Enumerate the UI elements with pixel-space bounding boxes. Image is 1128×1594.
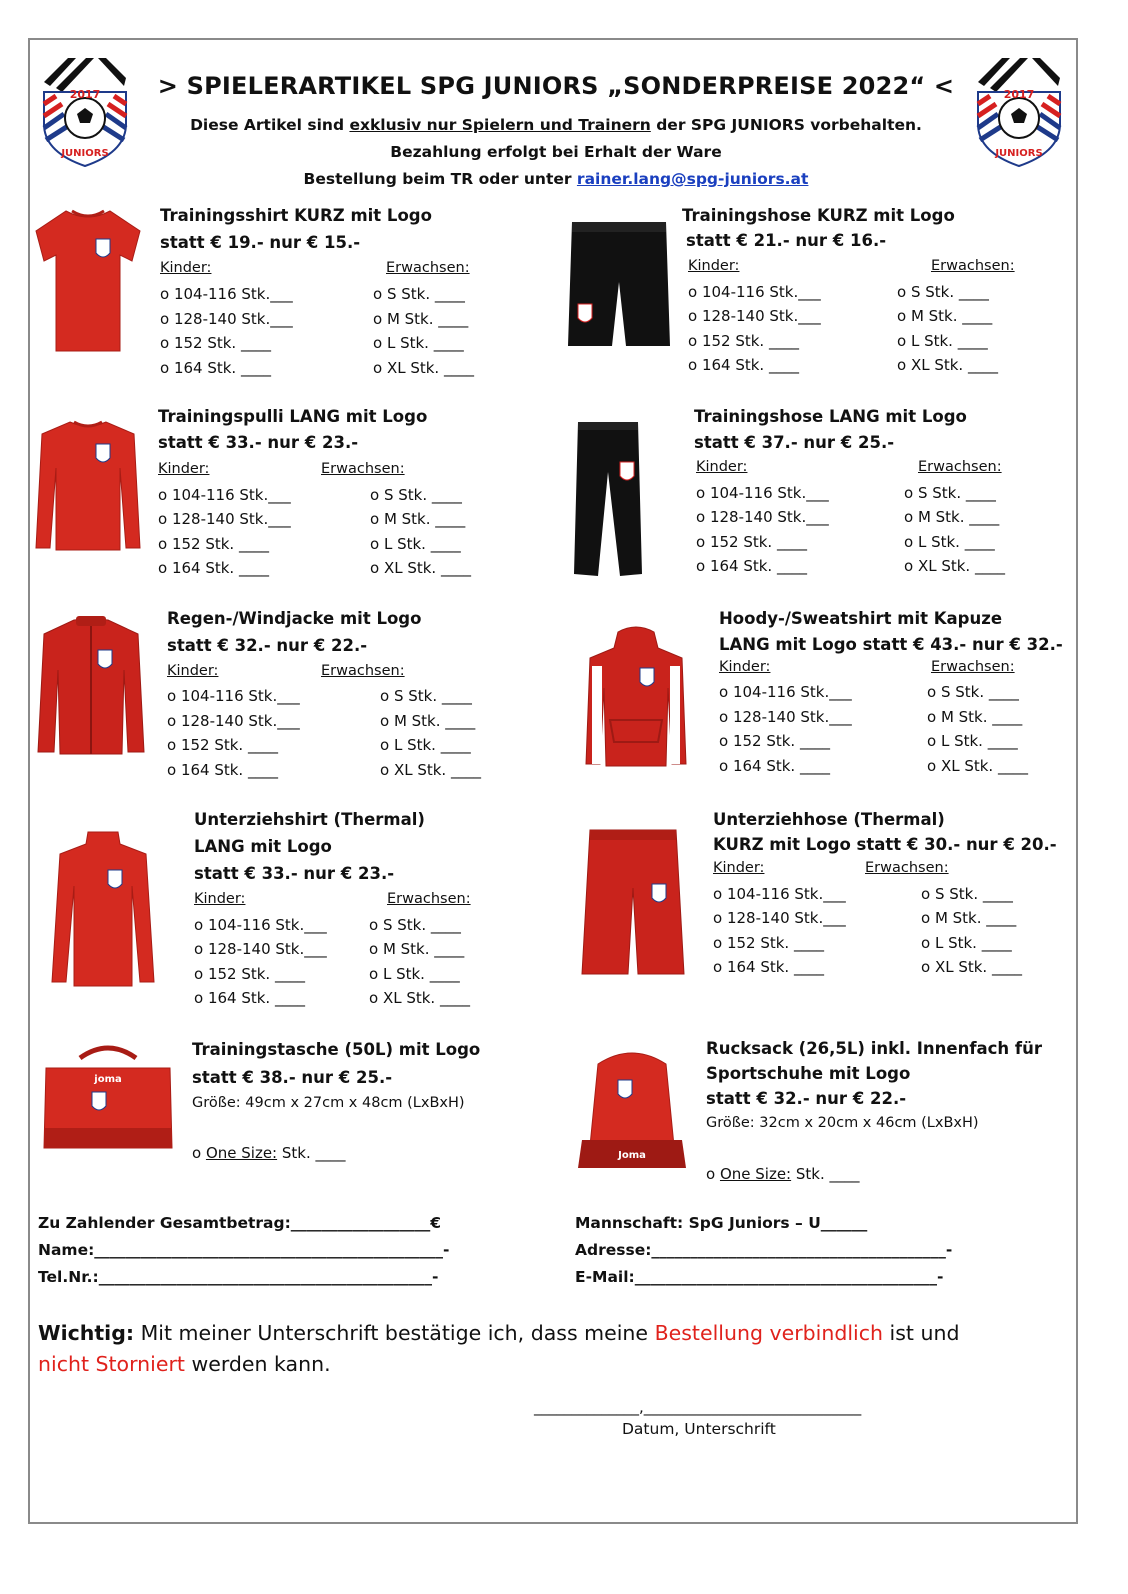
size-option[interactable]: o 164 Stk. ____ <box>158 559 269 577</box>
size-option[interactable]: o 152 Stk. ____ <box>688 332 799 350</box>
adults-header: Erwachsen: <box>865 860 949 876</box>
product-size: Größe: 32cm x 20cm x 46cm (LxBxH) <box>706 1115 979 1131</box>
kids-header: Kinder: <box>194 891 246 907</box>
size-option[interactable]: o 152 Stk. ____ <box>713 934 824 952</box>
size-option[interactable]: o 164 Stk. ____ <box>194 989 305 1007</box>
svg-text:joma: joma <box>94 1074 122 1085</box>
kids-header: Kinder: <box>688 258 740 274</box>
rain-jacket-icon <box>36 616 146 758</box>
adults-header: Erwachsen: <box>387 891 471 907</box>
size-option[interactable]: o 104-116 Stk.___ <box>688 283 821 301</box>
product-name: Trainingshose KURZ mit Logo <box>682 206 955 225</box>
thermal-shirt-icon <box>48 830 158 990</box>
product-price: statt € 19.- nur € 15.- <box>160 233 361 252</box>
club-logo-right-icon <box>970 52 1068 170</box>
size-option[interactable]: o M Stk. ____ <box>380 712 476 730</box>
size-option[interactable]: o M Stk. ____ <box>927 708 1023 726</box>
adults-header: Erwachsen: <box>931 659 1015 675</box>
size-option[interactable]: o S Stk. ____ <box>921 885 1013 903</box>
adults-header: Erwachsen: <box>386 260 470 276</box>
size-option[interactable]: o XL Stk. ____ <box>373 359 474 377</box>
size-option[interactable]: o L Stk. ____ <box>380 736 471 754</box>
training-sweater-icon <box>34 418 142 554</box>
payment-note: Bezahlung erfolgt bei Erhalt der Ware <box>390 143 722 161</box>
total-amount-field[interactable]: Zu Zahlender Gesamtbetrag:__________________€ <box>38 1214 442 1232</box>
size-option-one-size[interactable]: o One Size: Stk. ____ <box>706 1165 860 1183</box>
size-option[interactable]: o XL Stk. ____ <box>927 757 1028 775</box>
size-option[interactable]: o 128-140 Stk.___ <box>713 909 846 927</box>
kids-header: Kinder: <box>160 260 212 276</box>
size-option[interactable]: o 164 Stk. ____ <box>696 557 807 575</box>
size-option[interactable]: o M Stk. ____ <box>921 909 1017 927</box>
size-option-one-size[interactable]: o One Size: Stk. ____ <box>192 1144 346 1162</box>
svg-text:Joma: Joma <box>618 1150 646 1161</box>
size-option[interactable]: o M Stk. ____ <box>904 508 1000 526</box>
size-option[interactable]: o 152 Stk. ____ <box>167 736 278 754</box>
kids-header: Kinder: <box>696 459 748 475</box>
email-link[interactable]: rainer.lang@spg-juniors.at <box>576 170 809 188</box>
size-option[interactable]: o L Stk. ____ <box>373 334 464 352</box>
product-name: Unterziehhose (Thermal) <box>713 810 945 829</box>
size-option[interactable]: o 128-140 Stk.___ <box>696 508 829 526</box>
size-option[interactable]: o 104-116 Stk.___ <box>167 687 300 705</box>
size-option[interactable]: o S Stk. ____ <box>370 486 462 504</box>
order-note: Bestellung beim TR oder unter rainer.lang@spg-juniors.at <box>303 170 809 188</box>
product-name: Trainingspulli LANG mit Logo <box>158 407 428 426</box>
training-shirt-short-icon <box>32 205 144 355</box>
size-option[interactable]: o 152 Stk. ____ <box>194 965 305 983</box>
kids-header: Kinder: <box>713 860 765 876</box>
club-logo-left-icon <box>36 52 134 170</box>
size-option[interactable]: o 128-140 Stk.___ <box>719 708 852 726</box>
size-option[interactable]: o L Stk. ____ <box>904 533 995 551</box>
page-title: > SPIELERARTIKEL SPG JUNIORS „SONDERPREISE 2022“ < <box>157 72 955 100</box>
product-name: Trainingstasche (50L) mit Logo <box>192 1040 481 1059</box>
size-option[interactable]: o 164 Stk. ____ <box>719 757 830 775</box>
size-option[interactable]: o 104-116 Stk.___ <box>194 916 327 934</box>
product-name: Trainingsshirt KURZ mit Logo <box>160 206 432 225</box>
phone-field[interactable]: Tel.Nr.:___________________________________________- <box>38 1268 439 1286</box>
size-option[interactable]: o XL Stk. ____ <box>897 356 998 374</box>
size-option[interactable]: o 128-140 Stk.___ <box>160 310 293 328</box>
size-option[interactable]: o 104-116 Stk.___ <box>713 885 846 903</box>
size-option[interactable]: o 152 Stk. ____ <box>158 535 269 553</box>
size-option[interactable]: o 104-116 Stk.___ <box>160 285 293 303</box>
size-option[interactable]: o S Stk. ____ <box>904 484 996 502</box>
size-option[interactable]: o 152 Stk. ____ <box>160 334 271 352</box>
size-option[interactable]: o 152 Stk. ____ <box>719 732 830 750</box>
svg-text:JUNIORS: JUNIORS <box>995 148 1043 159</box>
product-price: statt € 32.- nur € 22.- <box>167 636 368 655</box>
size-option[interactable]: o M Stk. ____ <box>373 310 469 328</box>
adults-header: Erwachsen: <box>321 663 405 679</box>
address-field[interactable]: Adresse:______________________________________- <box>575 1241 953 1259</box>
size-option[interactable]: o 128-140 Stk.___ <box>194 940 327 958</box>
product-price: statt € 33.- nur € 23.- <box>158 433 359 452</box>
size-option[interactable]: o 164 Stk. ____ <box>713 958 824 976</box>
hoody-icon <box>584 626 688 772</box>
training-bag-icon <box>40 1044 176 1156</box>
product-price: statt € 33.- nur € 23.- <box>194 864 395 883</box>
svg-text:2017: 2017 <box>69 88 101 101</box>
kids-header: Kinder: <box>719 659 771 675</box>
thermal-shorts-icon <box>580 828 686 980</box>
size-option[interactable]: o 164 Stk. ____ <box>688 356 799 374</box>
product-name: Unterziehshirt (Thermal) <box>194 810 425 829</box>
size-option[interactable]: o XL Stk. ____ <box>369 989 470 1007</box>
adults-header: Erwachsen: <box>918 459 1002 475</box>
product-name-line2: LANG mit Logo <box>194 837 332 856</box>
product-name: Rucksack (26,5L) inkl. Innenfach für <box>706 1039 1042 1058</box>
product-price: statt € 38.- nur € 25.- <box>192 1068 393 1087</box>
signature-line[interactable]: ______________,_____________________________ <box>534 1398 862 1416</box>
product-price: KURZ mit Logo statt € 30.- nur € 20.- <box>713 835 1057 854</box>
team-field[interactable]: Mannschaft: SpG Juniors – U______ <box>575 1214 868 1232</box>
svg-text:JUNIORS: JUNIORS <box>61 148 109 159</box>
size-option[interactable]: o 104-116 Stk.___ <box>696 484 829 502</box>
size-option[interactable]: o L Stk. ____ <box>369 965 460 983</box>
binding-order-notice: Wichtig: Mit meiner Unterschrift bestätige ich, dass meine Bestellung verbindlich ist und nicht Storniert werden kann. <box>38 1321 960 1376</box>
size-option[interactable]: o M Stk. ____ <box>370 510 466 528</box>
product-name: Trainingshose LANG mit Logo <box>694 407 967 426</box>
size-option[interactable]: o XL Stk. ____ <box>921 958 1022 976</box>
training-shorts-icon <box>564 218 674 350</box>
training-pants-long-icon <box>572 418 644 580</box>
product-price: LANG mit Logo statt € 43.- nur € 32.- <box>719 635 1063 654</box>
size-option[interactable]: o 164 Stk. ____ <box>160 359 271 377</box>
backpack-icon <box>576 1046 688 1172</box>
product-name: Hoody-/Sweatshirt mit Kapuze <box>719 609 1003 628</box>
adults-header: Erwachsen: <box>321 461 405 477</box>
size-option[interactable]: o L Stk. ____ <box>921 934 1012 952</box>
size-option[interactable]: o M Stk. ____ <box>897 307 993 325</box>
size-option[interactable]: o 128-140 Stk.___ <box>158 510 291 528</box>
size-option[interactable]: o XL Stk. ____ <box>904 557 1005 575</box>
svg-text:2017: 2017 <box>1003 88 1035 101</box>
size-option[interactable]: o L Stk. ____ <box>370 535 461 553</box>
size-option[interactable]: o L Stk. ____ <box>897 332 988 350</box>
product-name: Regen-/Windjacke mit Logo <box>167 609 422 628</box>
size-option[interactable]: o S Stk. ____ <box>373 285 465 303</box>
size-option[interactable]: o 104-116 Stk.___ <box>719 683 852 701</box>
product-price: statt € 37.- nur € 25.- <box>694 433 895 452</box>
size-option[interactable]: o XL Stk. ____ <box>380 761 481 779</box>
size-option[interactable]: o 104-116 Stk.___ <box>158 486 291 504</box>
size-option[interactable]: o S Stk. ____ <box>380 687 472 705</box>
email-field[interactable]: E-Mail:_______________________________________- <box>575 1268 944 1286</box>
size-option[interactable]: o XL Stk. ____ <box>370 559 471 577</box>
exclusive-note: Diese Artikel sind exklusiv nur Spielern und Trainern der SPG JUNIORS vorbehalten. <box>190 116 922 134</box>
product-price: statt € 21.- nur € 16.- <box>686 231 887 250</box>
signature-label: Datum, Unterschrift <box>622 1420 776 1438</box>
size-option[interactable]: o S Stk. ____ <box>369 916 461 934</box>
name-field[interactable]: Name:_____________________________________________- <box>38 1241 450 1259</box>
size-option[interactable]: o 128-140 Stk.___ <box>167 712 300 730</box>
product-size: Größe: 49cm x 27cm x 48cm (LxBxH) <box>192 1095 465 1111</box>
size-option[interactable]: o 128-140 Stk.___ <box>688 307 821 325</box>
kids-header: Kinder: <box>158 461 210 477</box>
size-option[interactable]: o S Stk. ____ <box>897 283 989 301</box>
size-option[interactable]: o L Stk. ____ <box>927 732 1018 750</box>
size-option[interactable]: o S Stk. ____ <box>927 683 1019 701</box>
size-option[interactable]: o 164 Stk. ____ <box>167 761 278 779</box>
product-price: statt € 32.- nur € 22.- <box>706 1089 907 1108</box>
size-option[interactable]: o 152 Stk. ____ <box>696 533 807 551</box>
size-option[interactable]: o M Stk. ____ <box>369 940 465 958</box>
product-name-line2: Sportschuhe mit Logo <box>706 1064 911 1083</box>
kids-header: Kinder: <box>167 663 219 679</box>
adults-header: Erwachsen: <box>931 258 1015 274</box>
